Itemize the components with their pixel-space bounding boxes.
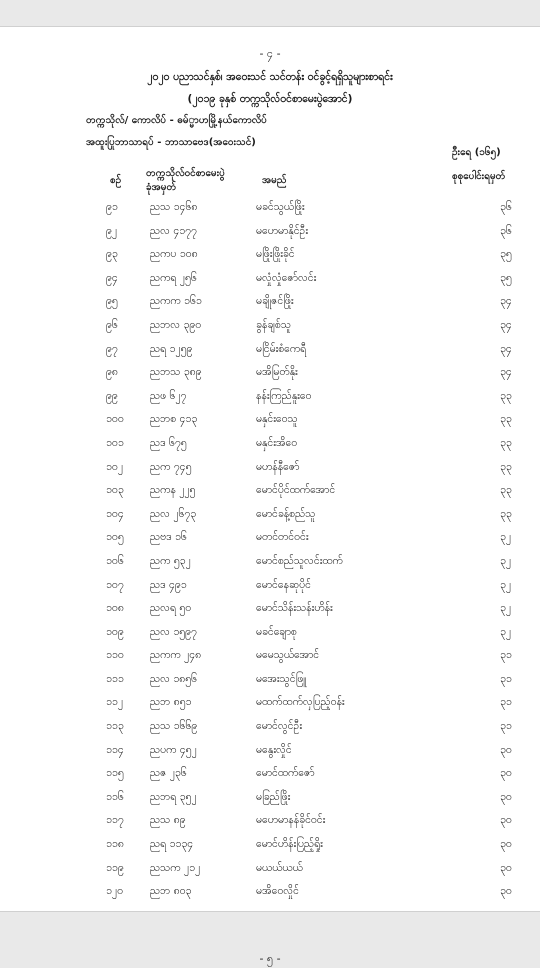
row-no: ၁၀၄ — [106, 507, 124, 520]
next-page-number: - ၅ - — [259, 952, 281, 965]
row-no: ၁၀၈ — [106, 602, 124, 615]
row-roll-number: ညဘလ ၃၉၀ — [150, 318, 202, 331]
row-total-mark: ၃၂ — [500, 578, 512, 591]
row-total-mark: ၃၄ — [500, 318, 512, 331]
row-no: ၉၃ — [106, 248, 118, 261]
college-line: တက္ကသိုလ်/ ကောလိပ် - ဓမ်္မာဟမြို့နယ်ကောလိပ် — [86, 115, 267, 126]
table-row — [0, 504, 540, 528]
row-roll-number: ညဗဒ ၁၆ — [150, 531, 187, 544]
row-name: မောင်ထက်ဇော် — [256, 767, 315, 780]
row-no: ၉၁ — [106, 201, 118, 213]
table-row — [0, 339, 540, 363]
header-mark-line2: စုစုပေါင်းရမှတ် — [452, 171, 506, 182]
row-no: ၉၈ — [106, 366, 118, 379]
row-total-mark: ၃၀ — [500, 814, 512, 827]
row-roll-number: ညက ၅၃၂ — [150, 554, 191, 567]
table-row — [0, 834, 540, 858]
table-row — [0, 575, 540, 599]
row-total-mark: ၃၃ — [500, 413, 512, 426]
row-no: ၁၂၀ — [106, 885, 123, 898]
row-name: မောင်ဟိန်းပြည့်ရှိုး — [256, 838, 323, 851]
row-name: မအိမြတ်နိုး — [256, 366, 298, 379]
table-row — [0, 692, 540, 716]
row-name: မထက်ထက်လှပြည့်ဝန်း — [256, 696, 345, 709]
table-row — [0, 268, 540, 292]
table-row — [0, 740, 540, 764]
row-total-mark: ၃၁ — [500, 672, 512, 685]
row-no: ၉၇ — [106, 342, 118, 355]
row-roll-number: ညလ ၄၁၇၇ — [150, 224, 197, 237]
row-no: ၁၁၆ — [106, 790, 124, 803]
row-total-mark: ၃၄ — [500, 366, 512, 379]
row-roll-number: ညလရ ၅၀ — [150, 602, 192, 615]
row-total-mark: ၃၃ — [500, 436, 512, 449]
table-row — [0, 386, 540, 410]
row-total-mark: ၃၁ — [500, 720, 512, 733]
row-name: မအေးသွင်ဖြူ — [256, 672, 307, 685]
row-total-mark: ၃၃ — [500, 484, 512, 497]
row-total-mark: ၃၂ — [500, 531, 512, 544]
row-name: မယယ်ယယ် — [256, 861, 303, 874]
row-name: မခင်သွယ်ဖြိုး — [256, 201, 305, 213]
header-mark-line1: ဦးရေ (၁၆၅) — [452, 147, 501, 158]
row-total-mark: ၃၄ — [500, 342, 512, 355]
results-table — [0, 197, 540, 905]
row-roll-number: ညက ၇၄၅ — [150, 460, 192, 473]
row-name: မောင်လွင်ဦး — [256, 720, 302, 733]
row-roll-number: ညဒ ၄၉၁ — [150, 578, 187, 591]
row-no: ၁၁၁ — [106, 672, 124, 685]
row-no: ၁၀၂ — [106, 460, 123, 473]
row-total-mark: ၃၁ — [500, 696, 512, 709]
row-roll-number: ညကရ ၂၅၆ — [150, 271, 197, 284]
table-row — [0, 409, 540, 433]
table-row — [0, 527, 540, 551]
row-name: မဟေမာနိုင်ဦး — [256, 224, 309, 237]
row-roll-number: ညကပ ၁၀၈ — [150, 248, 198, 261]
row-no: ၉၉ — [106, 389, 118, 402]
row-total-mark: ၃၀ — [500, 838, 512, 851]
row-name: မခင်ချောစု — [256, 625, 297, 638]
row-no: ၁၀၁ — [106, 436, 124, 449]
row-name: မောင်ခန့်စည်သူ — [256, 507, 316, 520]
row-name: မချိုဇင်ဖြိုး — [256, 295, 294, 308]
row-total-mark: ၃၀ — [500, 885, 512, 898]
row-total-mark: ၃၀ — [500, 767, 512, 780]
row-total-mark: ၃၅ — [500, 248, 512, 261]
row-name: မနှင်းဝေသူ — [256, 413, 298, 426]
row-name: မလှုံလှုံဇော်လင်း — [256, 271, 317, 284]
row-no: ၁၁၅ — [106, 767, 124, 780]
row-total-mark: ၃၅ — [500, 271, 512, 284]
row-no: ၁၀၃ — [106, 484, 124, 497]
row-name: မငြိမ်းစံကေရီ — [256, 342, 307, 355]
row-no: ၁၁၀ — [106, 649, 124, 662]
row-name: မောင်ပိုင်ထက်အောင် — [256, 484, 336, 497]
table-row — [0, 315, 540, 339]
row-total-mark: ၃၄ — [500, 295, 512, 308]
row-roll-number: ညကက ၁၆၁ — [150, 295, 202, 308]
row-no: ၁၁၄ — [106, 743, 124, 756]
row-no: ၁၀၉ — [106, 625, 124, 638]
row-name: မဟန်နီဇော် — [256, 460, 300, 473]
table-row — [0, 480, 540, 504]
row-no: ၁၀၇ — [106, 578, 124, 591]
row-no: ၁၁၂ — [106, 696, 123, 709]
row-total-mark: ၃၁ — [500, 649, 512, 662]
row-no: ၁၀၅ — [106, 531, 124, 544]
table-row — [0, 645, 540, 669]
row-roll-number: ညကန ၂၂၅ — [150, 484, 196, 497]
row-total-mark: ၃၆ — [500, 201, 512, 213]
table-row — [0, 622, 540, 646]
header-roll — [146, 167, 225, 195]
row-roll-number: ညသက ၂၁၂ — [150, 861, 201, 874]
table-row — [0, 244, 540, 268]
table-row — [0, 716, 540, 740]
row-roll-number: ညဘရ ၃၅၂ — [150, 790, 197, 803]
table-row — [0, 197, 540, 221]
document-subtitle: (၂၀၁၉ ခုနှစ် တက္ကသိုလ်ဝင်စာမေးပွဲအောင်) — [187, 93, 353, 105]
row-roll-number: ညလ ၁၈၅၆ — [150, 672, 198, 685]
row-total-mark: ၃၀ — [500, 861, 512, 874]
table-row — [0, 362, 540, 386]
row-roll-number: ညသ ၁၄၆၈ — [150, 201, 198, 213]
row-no: ၉၂ — [106, 224, 118, 237]
table-row — [0, 810, 540, 834]
row-name: မဖြိုးဖြိုးခိုင် — [256, 248, 295, 261]
row-roll-number: ညကက ၂၄၈ — [150, 649, 202, 662]
row-name: မဟေမာနန်ခိုင်ဝင်း — [256, 814, 326, 827]
row-no: ၁၁၈ — [106, 838, 124, 851]
table-row — [0, 881, 540, 905]
row-roll-number: ညဒ ၆၇၅ — [150, 436, 187, 449]
row-total-mark: ၃၀ — [500, 790, 512, 803]
row-name: မခြည်ဖြိုး — [256, 790, 291, 803]
row-no: ၉၆ — [106, 318, 118, 331]
row-no: ၉၅ — [106, 295, 118, 308]
document-page — [0, 26, 540, 912]
row-roll-number: ညဘ ၈၅၁ — [150, 696, 192, 709]
row-name: မောင်နေဆုပိုင် — [256, 578, 311, 591]
row-no: ၉၄ — [106, 271, 118, 284]
header-no: စဉ် — [110, 175, 122, 186]
table-row — [0, 433, 540, 457]
header-name: အမည် — [262, 175, 287, 186]
row-total-mark: ၃၂ — [500, 602, 512, 615]
row-roll-number: ညဘစ ၄၁၃ — [150, 413, 198, 426]
row-name: မောင်သိန်းသန်းဟိန်း — [256, 602, 333, 615]
row-total-mark: ၃၂ — [500, 625, 512, 638]
table-row — [0, 221, 540, 245]
row-roll-number: ညရ ၁၂၅၉ — [150, 342, 193, 355]
table-row — [0, 669, 540, 693]
row-total-mark: ၃၀ — [500, 743, 512, 756]
row-roll-number: ညပက ၄၅၂ — [150, 743, 197, 756]
row-no: ၁၀၆ — [106, 554, 124, 567]
row-roll-number: ညလ ၁၅၉၇ — [150, 625, 197, 638]
row-total-mark: ၃၃ — [500, 460, 512, 473]
row-total-mark: ၃၃ — [500, 389, 512, 402]
row-no: ၁၁၇ — [106, 814, 124, 827]
table-row — [0, 858, 540, 882]
row-name: နန်းကြည်နူးဝေ — [256, 389, 312, 402]
row-name: မအိဝေလှိုင် — [256, 885, 299, 898]
header-roll-line2: ခုံအမှတ် — [146, 182, 177, 193]
document-title: ၂၀၂၀ ပညာသင်နှစ်၊ အဝေးသင် သင်တန်း ဝင်ခွင့်ရရှိသူများစာရင်း — [147, 71, 393, 83]
row-roll-number: ညဘသ ၃၈၉ — [150, 366, 202, 379]
row-total-mark: ၃၃ — [500, 507, 512, 520]
header-roll-line1: တက္ကသိုလ်ဝင်စာမေးပွဲ — [146, 168, 225, 179]
row-name: ခွန်ချစ်သူ — [256, 318, 291, 331]
page-number: - ၄ - — [259, 47, 281, 60]
table-row — [0, 291, 540, 315]
row-name: မနွေးလှိုင် — [256, 743, 292, 756]
row-roll-number: ညသ ၈၉ — [150, 814, 186, 827]
table-row — [0, 598, 540, 622]
department-line: အထူးပြုဘာသာရပ် - ဘာသာဗေဒ(အဝေးသင်) — [86, 137, 256, 148]
row-total-mark: ၃၆ — [500, 224, 512, 237]
row-name: မနှင်းအိဝေ — [256, 436, 298, 449]
row-roll-number: ညရ ၁၁၃၄ — [150, 838, 194, 851]
row-no: ၁၁၃ — [106, 720, 124, 733]
row-roll-number: ညဘ ၈၀၃ — [150, 885, 192, 898]
row-no: ၁၀၀ — [106, 413, 124, 426]
row-no: ၁၁၉ — [106, 861, 124, 874]
row-roll-number: ညဇ ၂၃၆ — [150, 767, 187, 780]
row-name: မမေသွယ်အောင် — [256, 649, 320, 662]
row-roll-number: ညလ ၂၆၇၃ — [150, 507, 197, 520]
row-roll-number: ညသ ၁၆၆၉ — [150, 720, 198, 733]
header-mark — [452, 141, 505, 189]
row-name: မောင်စည်သူလင်းထက် — [256, 554, 343, 567]
row-roll-number: ညဖ ၆၂၇ — [150, 389, 187, 402]
row-total-mark: ၃၂ — [500, 554, 512, 567]
table-row — [0, 787, 540, 811]
row-name: မတင်တင်ဝင်း — [256, 531, 309, 544]
table-row — [0, 763, 540, 787]
table-row — [0, 551, 540, 575]
table-row — [0, 457, 540, 481]
